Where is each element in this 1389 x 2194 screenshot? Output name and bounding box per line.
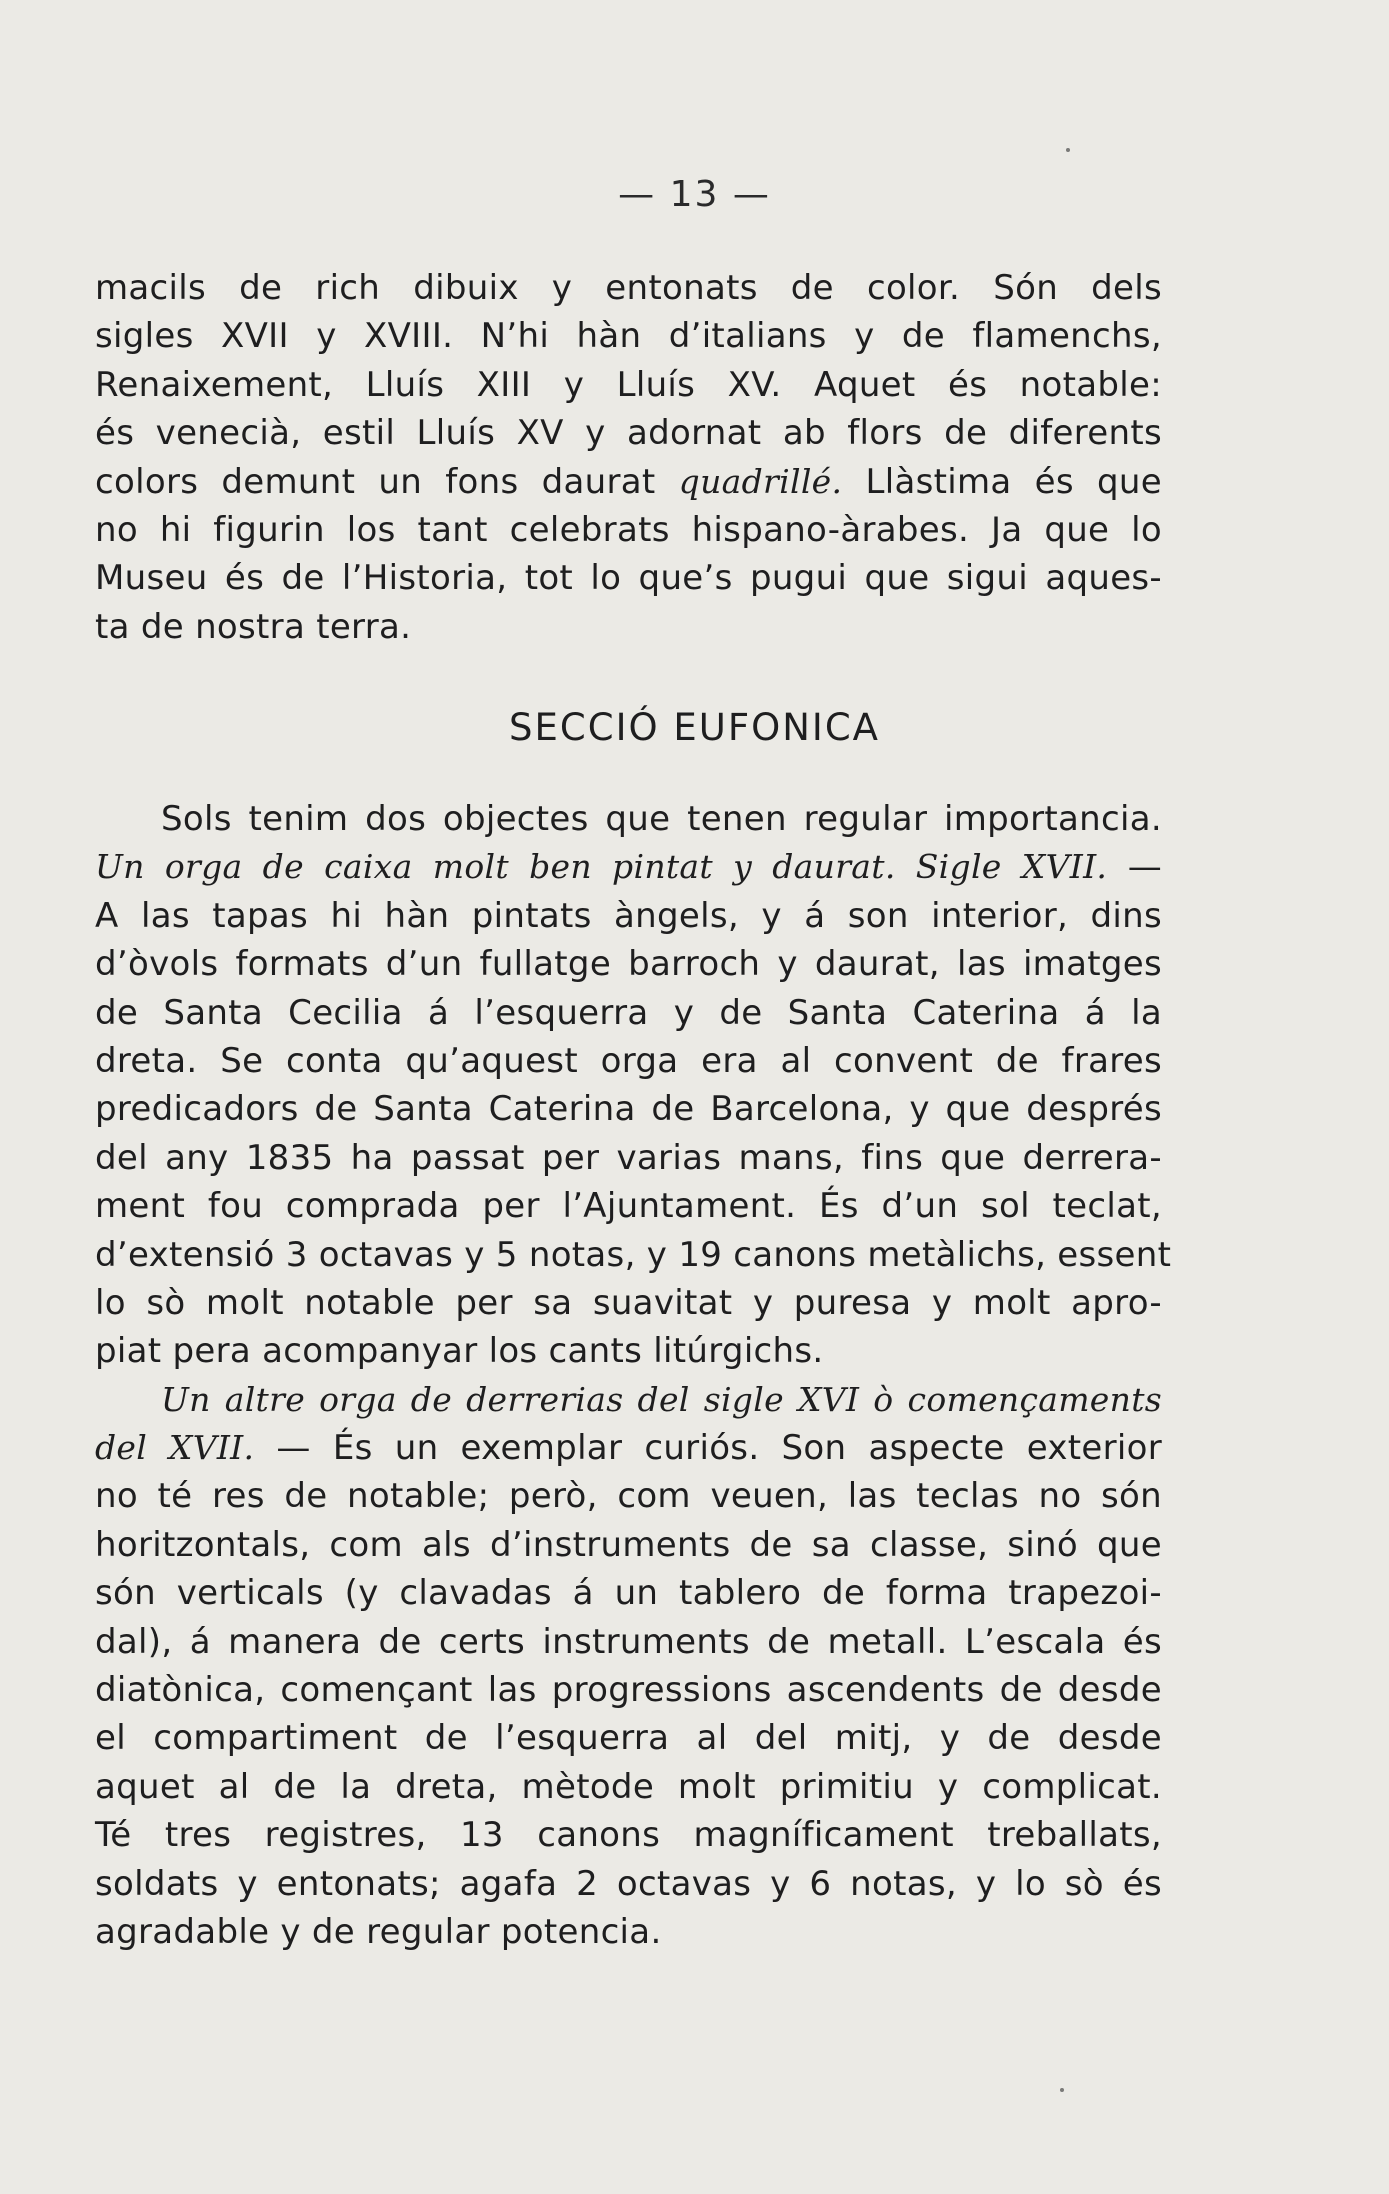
text-line: són verticals (y clavadas á un tablero de forma trapezoi- (95, 1573, 1162, 1614)
text-line: ta de nostra terra. (95, 606, 412, 647)
italic-term: quadrillé. (678, 461, 843, 501)
text-line: ment fou comprada per l’Ajuntament. És d’un sol teclat, (95, 1186, 1162, 1227)
text-line: diatònica, començant las progressions ascendents de desde (95, 1670, 1162, 1711)
item-title: del XVII. (95, 1428, 255, 1468)
text-line: el compartiment de l’esquerra al del mitj, y de desde (95, 1718, 1162, 1759)
text-line: és venecià, estil Lluís XV y adornat ab flors de diferents (95, 413, 1162, 454)
page-number: — 13 — (618, 174, 771, 215)
text-line (95, 458, 1162, 506)
text-run: — (1107, 847, 1162, 888)
paper-speck (1066, 148, 1070, 152)
text-run: — És un exemplar curiós. Son aspecte exterior (254, 1428, 1162, 1469)
text-line: Renaixement, Lluís XIII y Lluís XV. Aquet és notable: (95, 364, 1162, 405)
text-line: A las tapas hi hàn pintats àngels, y á son interior, dins (95, 895, 1162, 936)
text-line: no té res de notable; però, com veuen, las teclas no són (95, 1476, 1162, 1517)
text-line: lo sò molt notable per sa suavitat y puresa y molt apro- (95, 1282, 1162, 1323)
text-line: sigles XVII y XVIII. N’hi hàn d’italians y de flamenchs, (95, 316, 1162, 357)
text-line: soldats y entonats; agafa 2 octavas y 6 notas, y lo sò és (95, 1863, 1162, 1904)
text-line: no hi figurin los tant celebrats hispano-àrabes. Ja que lo (95, 509, 1162, 550)
text-line (95, 1376, 1162, 1424)
paragraph-museum-history (95, 264, 1162, 651)
text-line: macils de rich dibuix y entonats de color. Són dels (95, 268, 1162, 308)
text-line: d’òvols formats d’un fullatge barroch y daurat, las imatges (95, 944, 1162, 985)
text-line: Museu és de l’Historia, tot lo que’s pugui que sigui aques- (95, 558, 1162, 599)
text-run: Llàstima és que (842, 461, 1163, 502)
text-line: predicadors de Santa Caterina de Barcelona, y que després (95, 1089, 1162, 1130)
text-line: Té tres registres, 13 canons magníficament treballats, (95, 1815, 1162, 1856)
paper-speck (1060, 2088, 1064, 2092)
text-line: d’extensió 3 octavas y 5 notas, y 19 canons metàlichs, essent (95, 1234, 1172, 1275)
text-line: horitzontals, com als d’instruments de sa classe, sinó que (95, 1524, 1162, 1565)
paragraph-organs (95, 795, 1172, 1956)
text-line: de Santa Cecilia á l’esquerra y de Santa Caterina á la (95, 992, 1162, 1033)
text-line: dal), á manera de certs instruments de metall. L’escala és (95, 1621, 1162, 1662)
text-run: colors demunt un fons daurat (95, 461, 679, 502)
text-line: aquet al de la dreta, mètode molt primitiu y complicat. (95, 1766, 1162, 1807)
text-line: Sols tenim dos objectes que tenen regular importancia. (161, 799, 1162, 839)
text-line (95, 1424, 1162, 1472)
text-line: del any 1835 ha passat per varias mans, fins que derrera- (95, 1137, 1162, 1178)
item-title: Un orga de caixa molt ben pintat y daurat. Sigle XVII. (95, 847, 1108, 887)
text-line: dreta. Se conta qu’aquest orga era al convent de frares (95, 1040, 1162, 1081)
text-line: agradable y de regular potencia. (95, 1911, 662, 1952)
text-line (95, 843, 1162, 891)
section-heading: SECCIÓ EUFONICA (509, 706, 880, 749)
text-line: piat pera acompanyar los cants litúrgichs. (95, 1331, 824, 1372)
item-title: Un altre orga de derrerias del sigle XVI ò començaments (161, 1379, 1162, 1419)
